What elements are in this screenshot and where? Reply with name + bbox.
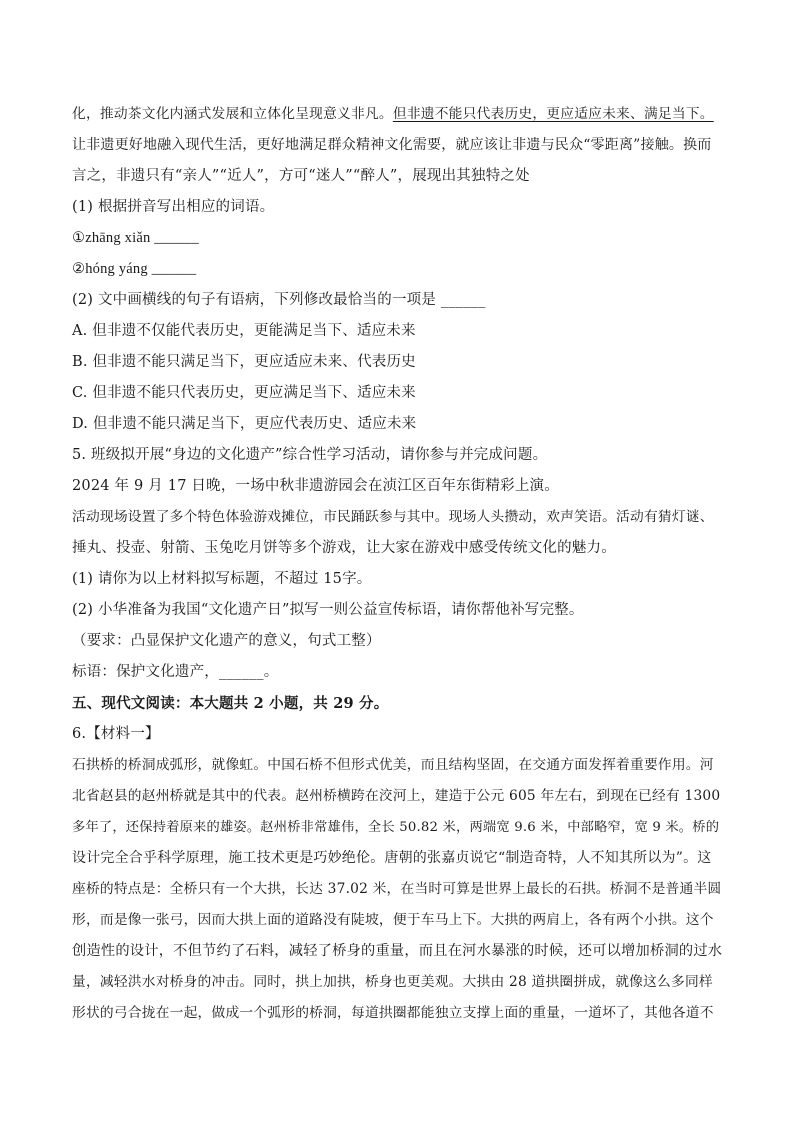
option-d: D. 但非遗不能只满足当下，更应代表历史、适应未来 [72, 416, 417, 432]
question-5-title: 5. 班级拟开展“身边的文化遗产”综合性学习活动，请你参与并完成问题。 [72, 447, 548, 463]
requirement-note: （要求：凸显保护文化遗产的意义，句式工整） [72, 633, 381, 649]
underlined-sentence: 但非遗不能只代表历史，更应适应未来、满足当下。 [392, 106, 714, 122]
pinyin-blank-2: ②hóng yáng ______ [72, 261, 197, 277]
passage-text: 化，推动茶文化内涵式发展和立体化呈现意义非凡。 [72, 106, 393, 122]
reading-line: 创造性的设计，不但节约了石料，减轻了桥身的重量，而且在河水暴涨的时候，还可以增加桥洞的过水 [72, 943, 723, 959]
reading-line: 座桥的特点是：全桥只有一个大拱，长达 37.02 米，在当时可算是世界上最长的石拱。桥洞不是普通半圆 [72, 881, 722, 897]
question-5-sub-1: (1) 请你为以上材料拟写标题，不超过 15字。 [72, 571, 372, 587]
passage-line-1 [72, 99, 722, 130]
option-c: C. 但非遗不能只代表历史，更应满足当下、适应未来 [72, 385, 416, 401]
passage-line-3: 言之，非遗只有“亲人”“近人”，方可“迷人”“醉人”，展现出其独特之处 [72, 168, 530, 184]
reading-line: 多年了，还保持着原来的雄姿。赵州桥非常雄伟，全长 50.82 米，两端宽 9.6 米，中部略窄，宽 9 米。桥的 [72, 820, 720, 835]
reading-line: 形，而是像一张弓，因而大拱上面的道路没有陡坡，便于车马上下。大拱的两肩上，各有两个小拱。这个 [72, 912, 714, 928]
question-5-sub-2: (2) 小华准备为我国“文化遗产日”拟写一则公益宣传标语，请你帮他补写完整。 [72, 602, 584, 618]
material-line-1: 2024 年 9 月 17 日晚，一场中秋非遗游园会在浈江区百年东街精彩上演。 [72, 478, 559, 494]
material-line-2: 活动现场设置了多个特色体验游戏摊位，市民踊跃参与其中。现场人头攒动，欢声笑语。活动有猜灯谜、 [72, 509, 714, 525]
reading-line: 石拱桥的桥洞成弧形，就像虹。中国石桥不但形式优美，而且结构坚固，在交通方面发挥着重要作用。河 [72, 757, 714, 773]
material-line-3: 捶丸、投壶、射箭、玉兔吃月饼等多个游戏，让大家在游戏中感受传统文化的魅力。 [72, 540, 616, 556]
reading-line: 形状的弓合拢在一起，做成一个弧形的桥洞，每道拱圈都能独立支撑上面的重量，一道坏了，其他各道不 [72, 1005, 714, 1021]
question-4-sub-2: (2) 文中画横线的句子有语病，下列修改最恰当的一项是 ______ [72, 292, 486, 308]
reading-line: 量，减轻洪水对桥身的冲击。同时，拱上加拱，桥身也更美观。大拱由 28 道拱圈拼成，就像这么多同样 [72, 974, 713, 990]
reading-line: 北省赵县的赵州桥就是其中的代表。赵州桥横跨在洨河上，建造于公元 605 年左右，到现在已经有 1300 [72, 788, 721, 804]
question-4-sub-1: (1) 根据拼音写出相应的词语。 [72, 199, 275, 215]
passage-line-2: 让非遗更好地融入现代生活，更好地满足群众精神文化需要，就应该让非遗与民众“零距离”接触。换而 [72, 137, 712, 153]
slogan-blank: 标语：保护文化遗产，______。 [72, 664, 279, 680]
question-6-label: 6.【材料一】 [72, 726, 160, 742]
reading-line: 设计完全合乎科学原理，施工技术更是巧妙绝伦。唐朝的张嘉贞说它“制造奇特，人不知其所以为”。这 [72, 850, 712, 866]
option-a: A. 但非遗不仅能代表历史，更能满足当下、适应未来 [72, 323, 416, 339]
section-heading: 五、现代文阅读：本大题共 2 小题，共 29 分。 [72, 695, 389, 712]
option-b: B. 但非遗不能只满足当下，更应适应未来、代表历史 [72, 354, 416, 370]
pinyin-blank-1: ①zhāng xiǎn ______ [72, 230, 199, 246]
document-page [72, 99, 722, 1029]
